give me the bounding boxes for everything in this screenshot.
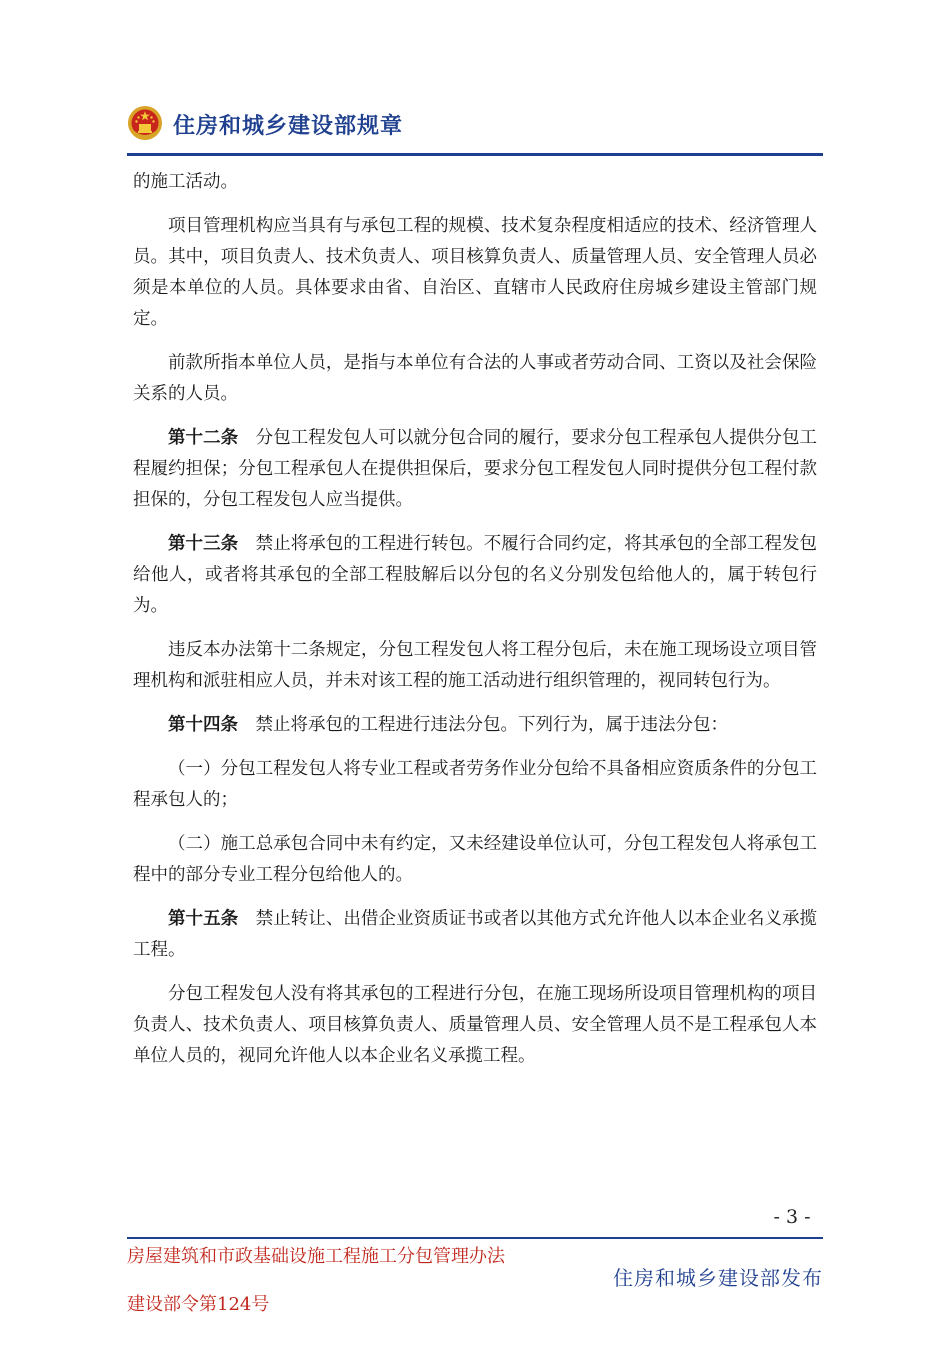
article-text: 禁止将承包的工程进行转包。不履行合同约定，将其承包的全部工程发包给他人，或者将其承包的全部工程肢解后以分包的名义分别发包给他人的，属于转包行为。 — [133, 534, 817, 616]
footer-publisher: 住房和城乡建设部发布 — [613, 1266, 823, 1290]
header-title: 住房和城乡建设部规章 — [173, 114, 404, 139]
article-15 — [133, 904, 817, 966]
list-item: （一）分包工程发包人将专业工程或者劳务作业分包给不具备相应资质条件的分包工程承包人的； — [133, 759, 817, 810]
article-text: 禁止将承包的工程进行违法分包。下列行为，属于违法分包： — [255, 715, 728, 735]
national-emblem-icon — [127, 104, 163, 142]
paragraph: 分包工程发包人没有将其承包的工程进行分包，在施工现场所设项目管理机构的项目负责人、技术负责人、项目核算负责人、质量管理人员、安全管理人员不是工程承包人本单位人员的，视同允许他人以本企业名义承揽工程。 — [133, 984, 817, 1066]
page-header — [127, 100, 823, 158]
list-item: （二）施工总承包合同中未有约定，又未经建设单位认可，分包工程发包人将承包工程中的部分专业工程分包给他人的。 — [133, 834, 817, 885]
article-13 — [133, 529, 817, 622]
page-number: - 3 - — [773, 1206, 811, 1228]
article-text: 禁止转让、出借企业资质证书或者以其他方式允许他人以本企业名义承揽工程。 — [133, 909, 817, 960]
paragraph: 违反本办法第十二条规定，分包工程发包人将工程分包后，未在施工现场设立项目管理机构和派驻相应人员，并未对该工程的施工活动进行组织管理的，视同转包行为。 — [133, 640, 817, 691]
article-label: 第十五条 — [168, 909, 239, 929]
article-label: 第十四条 — [168, 715, 238, 735]
article-14 — [133, 710, 817, 741]
article-12 — [133, 423, 817, 516]
paragraph: 的施工活动。 — [133, 172, 238, 192]
footer-divider — [127, 1237, 823, 1239]
paragraph: 前款所指本单位人员，是指与本单位有合法的人事或者劳动合同、工资以及社会保险关系的人员。 — [133, 353, 817, 404]
footer-order-number: 建设部令第124号 — [127, 1294, 270, 1315]
document-body — [133, 167, 817, 1085]
footer-doc-title: 房屋建筑和市政基础设施工程施工分包管理办法 — [127, 1246, 505, 1267]
article-label: 第十二条 — [168, 428, 239, 448]
paragraph: 项目管理机构应当具有与承包工程的规模、技术复杂程度相适应的技术、经济管理人员。其中，项目负责人、技术负责人、项目核算负责人、质量管理人员、安全管理人员必须是本单位的人员。具体要求由省、自治区、直辖市人民政府住房城乡建设主管部门规定。 — [133, 216, 817, 329]
header-divider — [127, 153, 823, 156]
article-label: 第十三条 — [168, 534, 239, 554]
article-text: 分包工程发包人可以就分包合同的履行，要求分包工程承包人提供分包工程履约担保；分包工程承包人在提供担保后，要求分包工程发包人同时提供分包工程付款担保的，分包工程发包人应当提供。 — [133, 428, 817, 510]
